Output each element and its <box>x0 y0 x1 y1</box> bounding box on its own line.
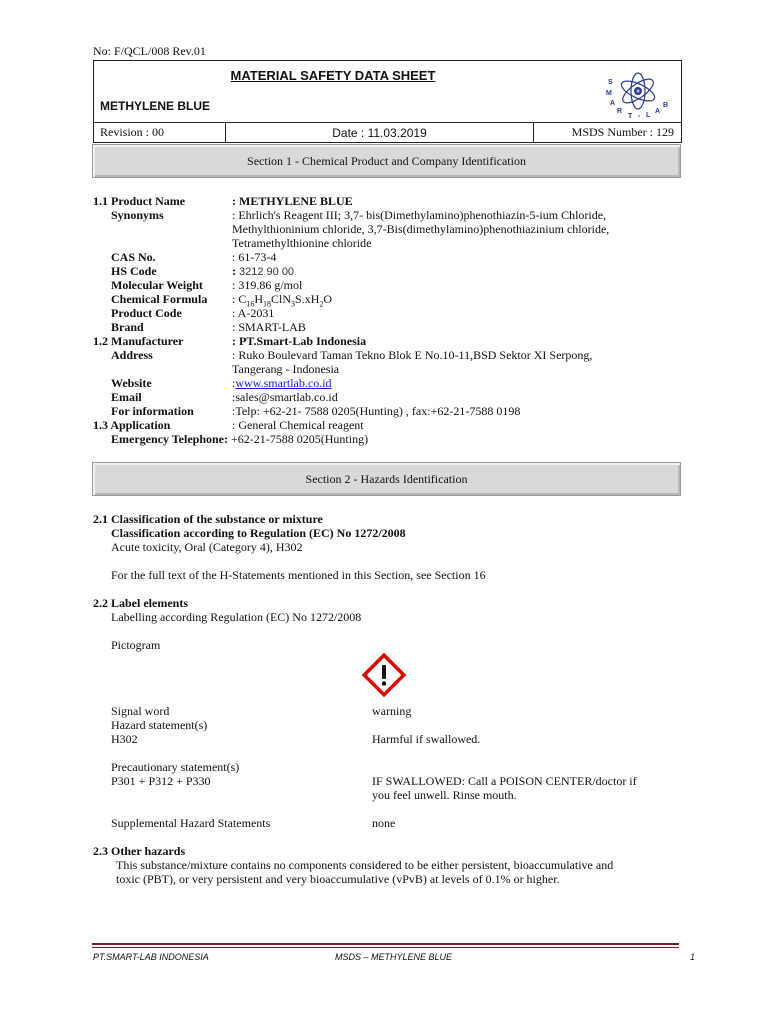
email-label: Email <box>111 390 142 404</box>
supplemental-label: Supplemental Hazard Statements <box>111 816 271 830</box>
product-name-label: 1.1 Product Name <box>93 194 186 208</box>
other-hazards-line-1: This substance/mixture contains no components considered to be either persistent, bioaccumulative and <box>116 858 614 872</box>
h302-text: Harmful if swallowed. <box>372 732 481 746</box>
other-hazards-line-2: toxic (PBT), or very persistent and very bioaccumulative (vPvB) at levels of 0.1% or higher. <box>116 872 560 886</box>
emergency-telephone-value: +62-21-7588 0205(Hunting) <box>228 432 369 446</box>
h-statements-note: For the full text of the H-Statements mentioned in this Section, see Section 16 <box>111 568 486 582</box>
cas-label: CAS No. <box>111 250 156 264</box>
svg-text:A: A <box>610 100 616 107</box>
hs-code-value: 3212 90 00 <box>239 266 295 278</box>
signal-word-label: Signal word <box>111 704 170 718</box>
cas-value: : 61-73-4 <box>232 250 277 264</box>
precautionary-text-1: IF SWALLOWED: Call a POISON CENTER/doctor if <box>372 774 637 788</box>
footer-company: PT.SMART-LAB INDONESIA <box>93 952 209 962</box>
pictogram-label: Pictogram <box>111 638 161 652</box>
label-elements-title: 2.2 Label elements <box>93 596 188 610</box>
product-code-value: : A-2031 <box>232 306 275 320</box>
website-label: Website <box>111 376 152 390</box>
document-title: MATERIAL SAFETY DATA SHEET <box>230 68 436 83</box>
classification-title: 2.1 Classification of the substance or mixture <box>93 512 323 526</box>
brand-label: Brand <box>111 320 144 334</box>
formula-subscript: 18 <box>263 299 272 309</box>
synonyms-line-1: : Ehrlich's Reagent III; 3,7- bis(Dimethylamino)phenothiazin-5-ium Chloride, <box>232 208 607 222</box>
smart-lab-logo <box>598 62 678 120</box>
hazard-statements-label: Hazard statement(s) <box>111 718 208 732</box>
information-label: For information <box>111 404 194 418</box>
footer-divider <box>92 943 679 945</box>
manufacturer-value: : PT.Smart-Lab Indonesia <box>232 334 367 348</box>
other-hazards-title: 2.3 Other hazards <box>93 844 186 858</box>
formula-part: ClN <box>271 292 292 306</box>
emergency-telephone-row <box>111 432 368 446</box>
manufacturer-label: 1.2 Manufacturer <box>93 334 184 348</box>
footer-page-number: 1 <box>690 952 696 962</box>
svg-text:T: T <box>628 113 633 120</box>
brand-value: : SMART-LAB <box>232 320 306 334</box>
supplemental-value: none <box>372 816 396 830</box>
revision-row <box>93 122 682 143</box>
svg-text:B: B <box>663 102 669 109</box>
footer-divider-thin <box>92 947 679 948</box>
svg-text:L: L <box>646 112 651 119</box>
email-value: :sales@smartlab.co.id <box>232 390 338 404</box>
section-2-header: Section 2 - Hazards Identification <box>92 462 681 496</box>
svg-text:S: S <box>608 79 613 86</box>
application-label: 1.3 Application <box>93 418 171 432</box>
date-label: Date : <box>332 125 368 140</box>
synonyms-line-3: Tetramethylthionine chloride <box>232 236 372 250</box>
emergency-telephone-label: Emergency Telephone: <box>111 432 228 446</box>
formula-subscript: 3 <box>291 299 296 309</box>
hs-code-colon: : <box>232 264 239 278</box>
formula-part: O <box>323 292 333 306</box>
product-name-header: METHYLENE BLUE <box>100 99 211 113</box>
website-colon: : <box>232 376 236 390</box>
msds-number-cell: MSDS Number : 129 <box>571 125 674 139</box>
application-value: : General Chemical reagent <box>232 418 364 432</box>
address-label: Address <box>111 348 153 362</box>
classification-line: Acute toxicity, Oral (Category 4), H302 <box>111 540 303 554</box>
signal-word-value: warning <box>372 704 412 718</box>
footer-document: MSDS – METHYLENE BLUE <box>335 952 453 962</box>
revision-cell: Revision : 00 <box>94 123 226 142</box>
date-value: 11.03.2019 <box>367 125 427 140</box>
formula-part: : C <box>232 292 247 306</box>
svg-text:R: R <box>617 108 623 115</box>
hs-code-label: HS Code <box>111 264 157 278</box>
product-name-value: : METHYLENE BLUE <box>232 194 353 208</box>
address-line-2: Tangerang - Indonesia <box>232 362 340 376</box>
molecular-weight-label: Molecular Weight <box>111 278 203 292</box>
formula-part: H <box>254 292 264 306</box>
precautionary-text-2: you feel unwell. Rinse mouth. <box>372 788 517 802</box>
date-cell <box>226 123 534 142</box>
document-number: No: F/QCL/008 Rev.01 <box>93 44 206 58</box>
molecular-weight-value: : 319.86 g/mol <box>232 278 303 292</box>
formula-subscript: 16 <box>246 299 255 309</box>
synonyms-label: Synonyms <box>111 208 164 222</box>
formula-subscript: 2 <box>319 299 324 309</box>
label-elements-subtitle: Labelling according Regulation (EC) No 1272/2008 <box>111 610 362 624</box>
section-1-header: Section 1 - Chemical Product and Company Identification <box>92 144 681 178</box>
chemical-formula-label: Chemical Formula <box>111 292 208 306</box>
svg-text:A: A <box>655 108 661 115</box>
formula-part: S.xH <box>295 292 320 306</box>
hs-code-value-row <box>232 264 294 279</box>
precautionary-statements-label: Precautionary statement(s) <box>111 760 240 774</box>
precautionary-code: P301 + P312 + P330 <box>111 774 211 788</box>
website-value-row <box>232 376 332 390</box>
classification-subtitle: Classification according to Regulation (EC) No 1272/2008 <box>111 526 406 540</box>
svg-text:-: - <box>638 113 641 120</box>
exclamation-hazard-icon <box>361 652 407 698</box>
address-line-1: : Ruko Boulevard Taman Tekno Blok E No.10-11,BSD Sektor XI Serpong, <box>232 348 593 362</box>
svg-text:M: M <box>606 90 612 97</box>
h302-code: H302 <box>111 732 138 746</box>
information-value: :Telp: +62-21- 7588 0205(Hunting) , fax:+62-21-7588 0198 <box>232 404 521 418</box>
website-link[interactable]: www.smartlab.co.id <box>235 376 332 390</box>
product-code-label: Product Code <box>111 306 182 320</box>
atom-logo-icon <box>598 62 678 120</box>
synonyms-line-2: Methylthioninium chloride, 3,7-Bis(dimethylamino)phenothiazinium chloride, <box>232 222 610 236</box>
